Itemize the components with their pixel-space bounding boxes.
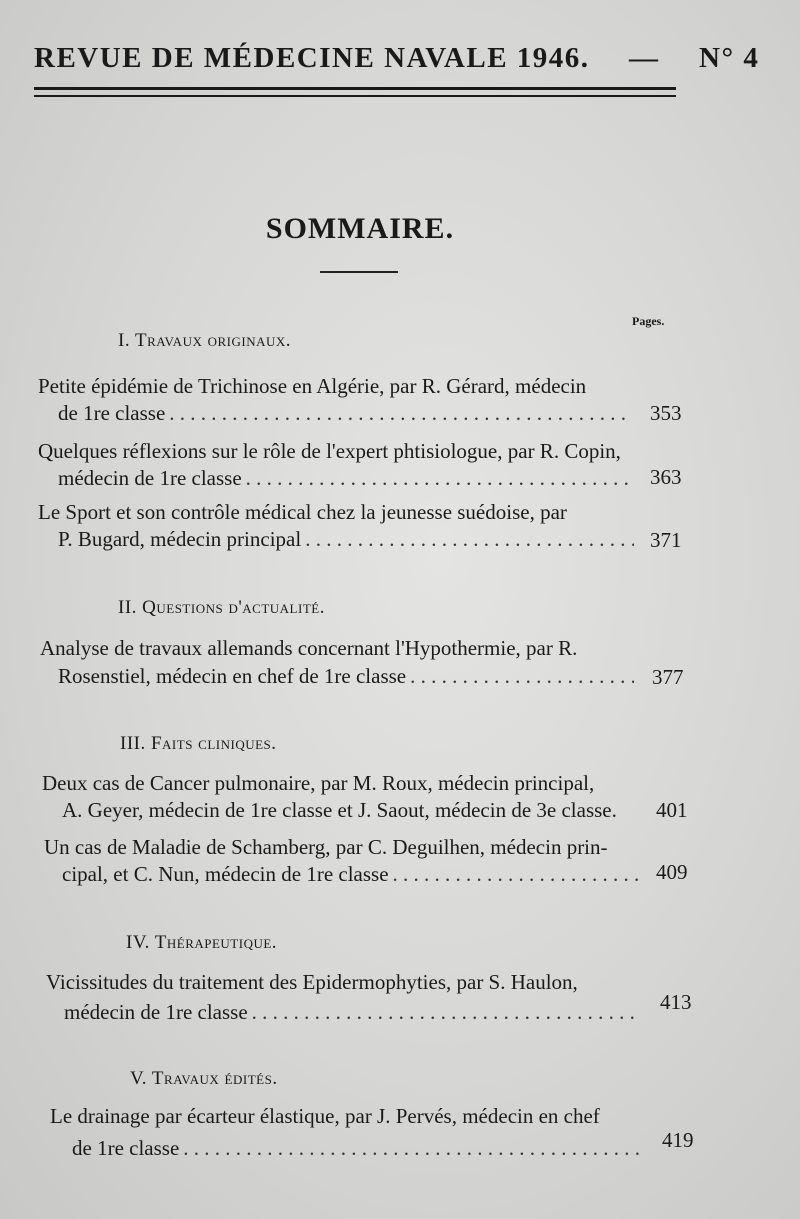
page-number: 409 (656, 860, 688, 884)
entry-line: Petite épidémie de Trichinose en Algérie, par R. Gérard, médecin (38, 374, 587, 398)
entry-line: A. Geyer, médecin de 1re classe et J. Saout, médecin de 3e classe. (62, 798, 617, 822)
journal-header (34, 42, 760, 75)
entry-line: médecin de 1re classe (58, 466, 242, 490)
section-heading: I. Travaux originaux. (118, 330, 292, 351)
header-dash: — (629, 42, 660, 74)
title-rule (320, 271, 398, 273)
header-rule-thick (34, 87, 676, 90)
entry-line-leader (58, 664, 638, 689)
page-number: 363 (650, 465, 682, 489)
entry-line: de 1re classe (58, 401, 166, 425)
page-number: 413 (660, 990, 692, 1014)
entry-line: cipal, et C. Nun, médecin de 1re classe (62, 862, 389, 886)
page-title: SOMMAIRE. (265, 212, 455, 245)
entry-line: Le Sport et son contrôle médical chez la jeunesse suédoise, par (38, 500, 567, 524)
entry-line: Un cas de Maladie de Schamberg, par C. Deguilhen, médecin prin- (44, 835, 608, 859)
entry-line: P. Bugard, médecin principal (58, 527, 302, 551)
entry-line-leader (58, 466, 636, 491)
page-number: 371 (650, 528, 682, 552)
entry-line: médecin de 1re classe (64, 1000, 248, 1024)
section-heading: V. Travaux édités. (130, 1068, 278, 1089)
journal-title: REVUE DE MÉDECINE NAVALE 1946. (34, 42, 590, 74)
entry-line: Deux cas de Cancer pulmonaire, par M. Roux, médecin principal, (42, 771, 595, 795)
section-heading: III. Faits cliniques. (120, 733, 277, 754)
entry-line: Quelques réflexions sur le rôle de l'expert phtisiologue, par R. Copin, (38, 439, 621, 463)
entry-line: Le drainage par écarteur élastique, par J. Pervés, médecin en chef (50, 1104, 600, 1128)
section-heading: II. Questions d'actualité. (118, 597, 325, 618)
entry-line-leader (72, 1136, 644, 1161)
entry-line-leader (58, 527, 638, 552)
entry-line: Vicissitudes du traitement des Epidermophyties, par S. Haulon, (46, 970, 578, 994)
entry-line-leader (62, 862, 644, 887)
page-number: 401 (656, 798, 688, 822)
section-heading: IV. Thérapeutique. (126, 932, 278, 953)
entry-line-leader (64, 1000, 644, 1025)
page-number: 353 (650, 401, 682, 425)
entry-line-leader (62, 798, 642, 823)
entry-line: Rosenstiel, médecin en chef de 1re classe (58, 664, 407, 688)
page-number: 377 (652, 665, 684, 689)
entry-line: de 1re classe (72, 1136, 180, 1160)
pages-column-label: Pages. (632, 314, 665, 328)
entry-line-leader (58, 401, 634, 426)
entry-line: Analyse de travaux allemands concernant l'Hypothermie, par R. (40, 636, 578, 660)
issue-number: N° 4 (699, 42, 760, 74)
header-rule-thin (34, 95, 676, 97)
page-number: 419 (662, 1128, 694, 1152)
